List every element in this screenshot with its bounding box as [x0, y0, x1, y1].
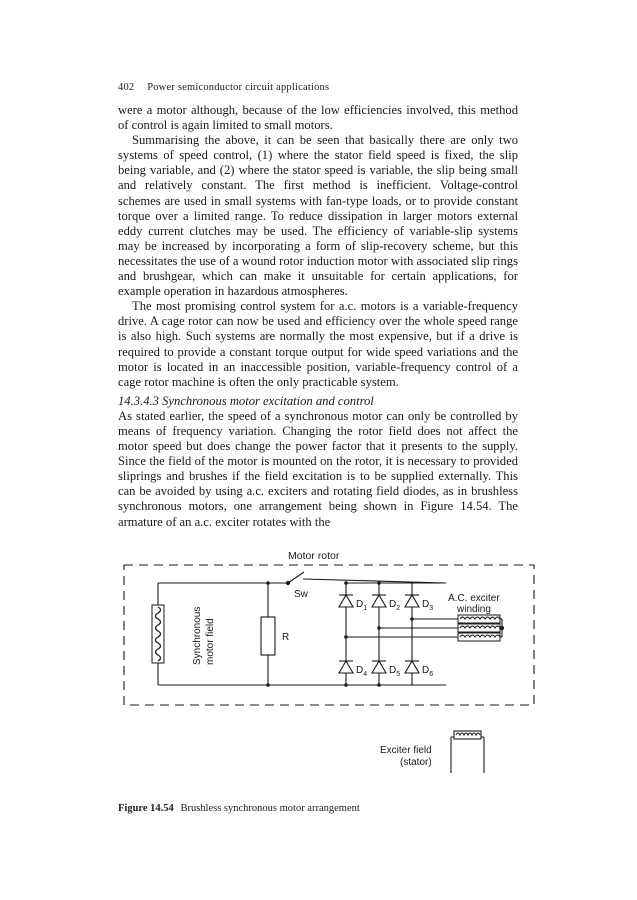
exciter-winding-label: winding: [457, 604, 491, 615]
switch-label: Sw: [294, 589, 308, 600]
diode-label: $D_4$: [356, 665, 368, 678]
exciter-winding: [458, 615, 502, 641]
section-heading: 14.3.4.3 Synchronous motor excitation and control: [118, 393, 374, 408]
body-text: [118, 103, 518, 530]
diode-d5: [372, 661, 386, 673]
paragraph: As stated earlier, the speed of a synchronous motor can only be controlled by means of frequency variation. Changing the rotor field does not affect the motor speed but does change the power factor that it presents to the supply. Since the field of the motor is mounted on the rotor, it is necessary to provided sliprings and brushes if the field excitation is to be supplied externally. This can be avoided by using a.c. exciters and rotating field diodes, as in brushless synchronous motors, one arrangement being shown in Figure 14.54. The armature of an a.c. exciter rotates with the: [118, 408, 518, 529]
rotor-label: Motor rotor: [288, 550, 340, 562]
figure-14-54: [118, 545, 558, 785]
field-label-line2: motor field: [205, 618, 216, 665]
paragraph: Summarising the above, it can be seen that basically there are only two systems of speed control, (1) where the stator field speed is fixed, the slip being variable, and (2) where the stator speed is variable, the slip being small and relatively constant. The first method is inefficient. Voltage-control schemes are used in small systems with fan-type loads, or to provide constant torque over a limited range. To reduce dissipation in larger motors external eddy current clutches may be used. The efficiency of variable-slip systems may be increased by incorporating a form of slip-recovery scheme, but this necessitates the use of a wound rotor induction motor with associated slip rings and brushgear, which can make it unsuitable for certain applications, for example operation in hazardous atmospheres.: [118, 133, 518, 299]
figure-caption: [118, 803, 360, 814]
exciter-field: [451, 731, 484, 773]
running-title: Power semiconductor circuit applications: [147, 82, 330, 93]
running-head: [118, 82, 329, 93]
diode-d6: [405, 661, 419, 673]
exciter-field-label: Exciter field: [380, 745, 432, 756]
paragraph: were a motor although, because of the low efficiencies involved, this method of control is again limited to small motors.: [118, 103, 518, 133]
resistor-label: R: [282, 632, 290, 643]
resistor: [261, 617, 275, 655]
diode-label: $D_2$: [389, 599, 401, 612]
diode-d4: [339, 661, 353, 673]
exciter-winding-label: A.C. exciter: [448, 593, 500, 604]
circuit-diagram: [118, 545, 558, 785]
diode-label: $D_1$: [356, 599, 368, 612]
switch-blade: [288, 572, 304, 583]
diode-d3: [405, 595, 419, 607]
paragraph: The most promising control system for a.c. motors is a variable-frequency drive. A cage rotor can now be used and efficiency over the whole speed range is also high. Such systems are normally the most expensive, but if a drive is required to provide a constant torque output for wide speed variations and the motor is located in an inaccessible position, variable-frequency control of a cage rotor machine is often the only practicable system.: [118, 299, 518, 389]
page-number: 402: [118, 82, 135, 93]
diode-label: $D_6$: [422, 665, 434, 678]
field-label-line1: Synchronous: [192, 606, 203, 665]
diode-label: $D_5$: [389, 665, 401, 678]
diode-label: $D_3$: [422, 599, 434, 612]
field-coil: [152, 605, 164, 663]
diode-d2: [372, 595, 386, 607]
diode-d1: [339, 595, 353, 607]
exciter-field-label: (stator): [400, 757, 432, 768]
caption-number: Figure 14.54: [118, 803, 174, 814]
caption-text: Brushless synchronous motor arrangement: [180, 803, 360, 814]
